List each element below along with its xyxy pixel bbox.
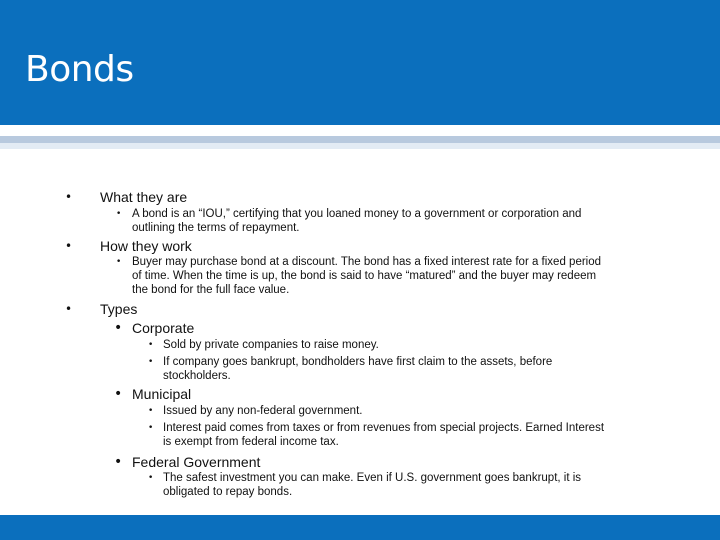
bullet-icon: • xyxy=(114,454,123,470)
bullet-icon: • xyxy=(114,320,123,336)
bullet-text: obligated to repay bonds. xyxy=(163,486,293,498)
bullet-icon: • xyxy=(65,302,73,316)
bullet-text: A bond is an “IOU,” certifying that you loaned money to a government or corporation and xyxy=(132,208,582,220)
subsection-heading: Municipal xyxy=(132,386,192,402)
bullet-text: The safest investment you can make. Even if U.S. government goes bankrupt, it is xyxy=(163,472,582,484)
footer-bar xyxy=(0,515,720,540)
section-heading: What they are xyxy=(100,189,188,205)
bullet-text: of time. When the time is up, the bond is said to have “matured” and the buyer may redeem xyxy=(132,270,597,282)
subsection-heading: Federal Government xyxy=(132,454,261,470)
bullet-icon: • xyxy=(148,423,154,433)
section-heading: How they work xyxy=(100,238,192,254)
bullet-text: Sold by private companies to raise money. xyxy=(163,339,379,351)
bullet-text: Interest paid comes from taxes or from revenues from special projects. Earned Interest xyxy=(163,422,605,434)
bullet-icon: • xyxy=(116,257,122,267)
section-heading: Types xyxy=(100,301,138,317)
bullet-text: the bond for the full face value. xyxy=(132,284,290,296)
bullet-text: is exempt from federal income tax. xyxy=(163,436,339,448)
bullet-text: Buyer may purchase bond at a discount. The bond has a fixed interest rate for a fixed period xyxy=(132,256,602,268)
bullet-icon: • xyxy=(148,473,154,483)
bullet-text: outlining the terms of repayment. xyxy=(132,222,300,234)
bullet-icon: • xyxy=(148,340,154,350)
bullet-text: Issued by any non-federal government. xyxy=(163,405,363,417)
bullet-icon: • xyxy=(114,386,123,402)
subsection-heading: Corporate xyxy=(132,320,195,336)
bullet-icon: • xyxy=(65,190,73,204)
bullet-icon: • xyxy=(65,239,73,253)
bullet-icon: • xyxy=(116,209,122,219)
bullet-text: If company goes bankrupt, bondholders have first claim to the assets, before xyxy=(163,356,553,368)
bullet-icon: • xyxy=(148,406,154,416)
bullet-text: stockholders. xyxy=(163,370,231,382)
slide-title: Bonds xyxy=(25,49,134,90)
bullet-icon: • xyxy=(148,357,154,367)
